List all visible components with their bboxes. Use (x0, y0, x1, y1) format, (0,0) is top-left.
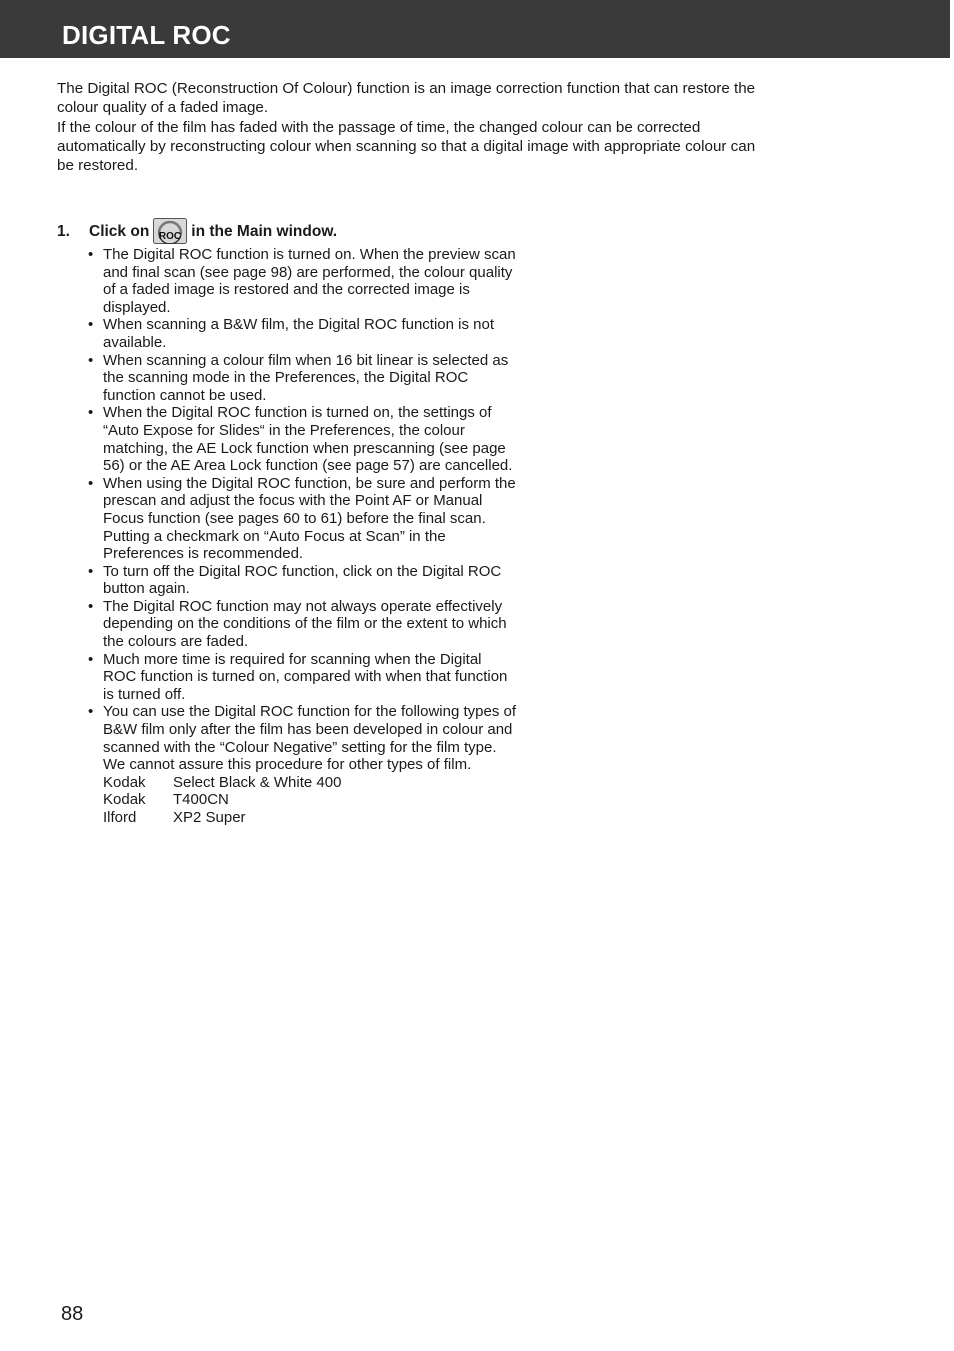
film-brand: Kodak (103, 773, 146, 791)
bullet-mark: • (88, 351, 94, 369)
film-list (103, 774, 518, 827)
bullet-mark: • (88, 404, 94, 422)
film-name: T400CN (173, 791, 229, 809)
list-item-text: When the Digital ROC function is turned on, the settings of “Auto Expose for Slides“ in the Preferences, the colour matching, the AE Lock function when prescanning (see page 56) or the AE Area Lock function (see page 57) are cancelled. (103, 404, 513, 475)
list-item-text: The Digital ROC function may not always operate effectively depending on the conditions of the film or the extent to which the colours are faded. (103, 597, 507, 651)
intro-paragraph-2: If the colour of the film has faded with the passage of time, the changed colour can be corrected automatically by reconstructing colour when scanning so that a digital image with appropriate colour can be restored. (57, 118, 756, 175)
list-item-text: Much more time is required for scanning when the Digital ROC function is turned on, compared with when that function is turned off. (103, 650, 508, 703)
list-item-text: You can use the Digital ROC function for the following types of B&W film only after the film has been developed in colour and scanned with the “Colour Negative” setting for the film type. We cannot assure this procedure for other types of film. (103, 703, 517, 774)
bullet-mark: • (88, 703, 94, 721)
digital-roc-icon-label: ROC (159, 231, 182, 242)
bullet-mark: • (88, 316, 94, 334)
bullet-mark: • (88, 246, 94, 263)
film-row (103, 809, 518, 827)
list-item (88, 651, 518, 704)
film-brand: Kodak (103, 791, 146, 809)
bullet-mark: • (88, 562, 94, 580)
notes-list (88, 246, 518, 827)
intro-paragraph-1: The Digital ROC (Reconstruction Of Colour) function is an image correction function that can restore the colour quality of a faded image. (57, 80, 756, 117)
list-item-text: When scanning a B&W film, the Digital ROC function is not available. (103, 316, 494, 351)
list-item-text: When scanning a colour film when 16 bit linear is selected as the scanning mode in the Preferences, the Digital ROC function cannot be used. (103, 351, 509, 404)
list-item (88, 246, 518, 316)
list-item-text: To turn off the Digital ROC function, click on the Digital ROC button again. (103, 562, 502, 598)
film-brand: Ilford (103, 809, 137, 826)
list-item (88, 703, 518, 826)
list-item (88, 598, 518, 651)
bullet-mark: • (88, 474, 94, 492)
bullet-mark: • (88, 597, 94, 615)
list-item-text: The Digital ROC function is turned on. When the preview scan and final scan (see page 98) are performed, the colour quality of a faded image is restored and the corrected image is displayed. (103, 246, 516, 316)
film-row (103, 774, 518, 792)
page-title: DIGITAL ROC (62, 20, 231, 50)
list-item (88, 404, 518, 474)
list-item (88, 316, 518, 351)
list-item (88, 475, 518, 563)
step-text-before: Click on (89, 223, 150, 240)
step-1 (57, 218, 337, 244)
film-name: XP2 Super (173, 809, 246, 826)
list-item (88, 352, 518, 405)
list-item (88, 563, 518, 598)
page-number: 88 (61, 1303, 84, 1325)
bullet-mark: • (88, 650, 94, 668)
header-bar (0, 0, 954, 58)
list-item-text: When using the Digital ROC function, be sure and perform the prescan and adjust the focus with the Point AF or Manual Focus function (see pages 60 to 61) before the final scan. Putting a checkmark on “Auto Focus at Scan” in the Preferences is recommended. (103, 474, 516, 563)
step-number: 1. (57, 223, 70, 240)
intro-text (57, 79, 757, 175)
film-name: Select Black & White 400 (173, 773, 342, 791)
film-row (103, 791, 518, 809)
digital-roc-icon (153, 218, 187, 244)
step-text-after: in the Main window. (191, 223, 338, 240)
